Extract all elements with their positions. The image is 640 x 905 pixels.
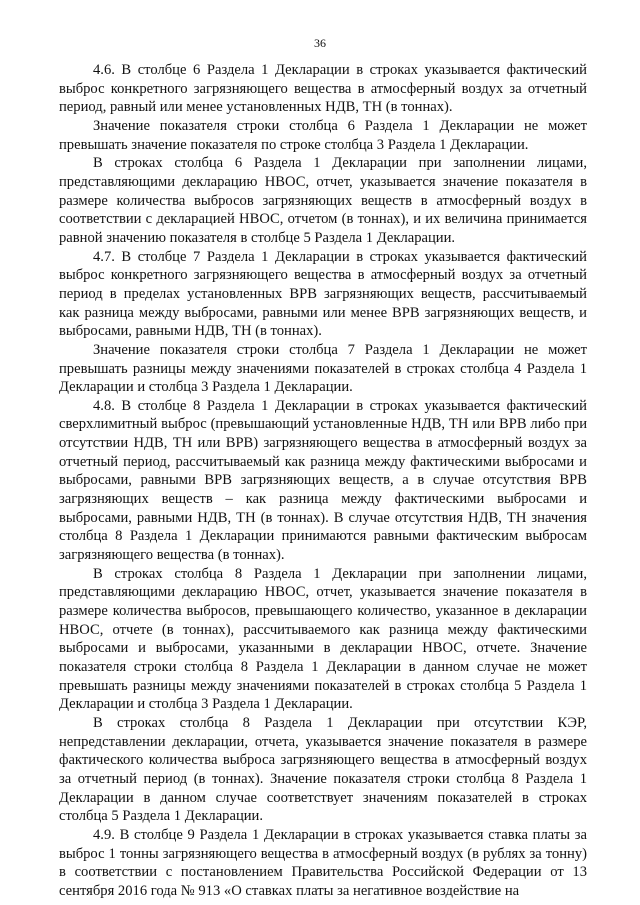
paragraph-column6-nvos: В строках столбца 6 Раздела 1 Декларации при заполнении лицами, представляющими декларацию НВОС, отчет, указывается значение показателя в размере количества выбросов загрязняющих веществ в атмосферный воздух в соответствии с декларацией НВОС, отчетом (в тоннах), и их величина принимается равной значению показателя в столбце 5 Раздела 1 Декларации.: [59, 155, 587, 246]
paragraph-column6-limit: Значение показателя строки столбца 6 Раздела 1 Декларации не может превышать значение показателя по строке столбца 3 Раздела 1 Декларации.: [59, 117, 587, 153]
paragraph-4-6: 4.6. В столбце 6 Раздела 1 Декларации в строках указывается фактический выброс конкретного загрязняющего вещества в атмосферный воздух за отчетный период, равный или менее установленных НДВ, ТН (в тоннах).: [59, 62, 587, 116]
document-body: [59, 61, 587, 901]
page-number: 36: [314, 36, 326, 50]
paragraph-column7-limit: Значение показателя строки столбца 7 Раздела 1 Декларации не может превышать разницы между значениями показателей в строках столбца 4 Раздела 1 Декларации и столбца 3 Раздела 1 Декларации.: [59, 341, 587, 396]
paragraph-4-7: 4.7. В столбце 7 Раздела 1 Декларации в строках указывается фактический выброс конкретного загрязняющего вещества в атмосферный воздух за отчетный период в пределах установленных ВРВ загрязняющих веществ, рассчитываемый как разница между выбросами, равными или менее ВРВ загрязняющих веществ, и выбросами, равными НДВ, ТН (в тоннах).: [59, 248, 587, 340]
paragraph-4-8: 4.8. В столбце 8 Раздела 1 Декларации в строках указывается фактический сверхлимитный выброс (превышающий установленные НДВ, ТН или ВРВ либо при отсутствии НДВ, ТН или ВРВ) загрязняющего вещества в атмосферный воздух за отчетный период, рассчитываемый как разница между фактическими выбросами и выбросами, равными ВРВ загрязняющих веществ, а в случае отсутствия ВРВ загрязняющих веществ – как разница между фактическими выбросами и выбросами, равными НДВ, ТН (в тоннах). В случае отсутствия НДВ, ТН значения столбца 8 Раздела 1 Декларации принимаются равными фактическим выбросам загрязняющего вещества (в тоннах).: [59, 397, 587, 564]
paragraph-column8-no-ker: В строках столбца 8 Раздела 1 Декларации при отсутствии КЭР, непредставлении декларации, отчета, указывается значение показателя в размере фактического количества выброса загрязняющего вещества в атмосферный воздух за отчетный период (в тоннах). Значение показателя строки столбца 8 Раздела 1 Декларации в данном случае соответствует значениям показателей в строках столбца 5 Раздела 1 Декларации.: [59, 714, 587, 825]
paragraph-4-9: 4.9. В столбце 9 Раздела 1 Декларации в строках указывается ставка платы за выброс 1 тонны загрязняющего вещества в атмосферный воздух (в рублях за тонну) в соответствии с постановлением Правительства Российской Федерации от 13 сентября 2016 года № 913 «О ставках платы за негативное воздействие на: [59, 826, 587, 899]
paragraph-column8-nvos: В строках столбца 8 Раздела 1 Декларации при заполнении лицами, представляющими декларацию НВОС, отчет, указывается значение показателя в размере количества выбросов, превышающего количество, указанное в декларации НВОС, отчете (в тоннах), рассчитываемого как разница между фактическими выбросами и выбросами, указанными в декларации НВОС, отчете. Значение показателя строки столбца 8 Раздела 1 Декларации в данном случае не может превышать разницы между значениями показателей в строках столбца 5 Раздела 1 Декларации и столбца 3 Раздела 1 Декларации.: [59, 565, 587, 713]
